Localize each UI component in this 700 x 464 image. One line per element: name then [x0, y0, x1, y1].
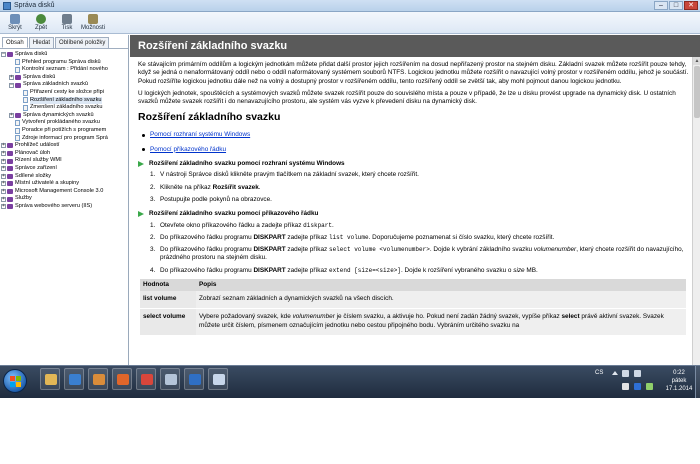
- parameter-name: list volume: [140, 291, 196, 309]
- parameter-description: [196, 309, 686, 335]
- tree-item-label: Rozšíření základního svazku: [30, 96, 102, 103]
- step-command-name: Rozšířit svazek: [212, 183, 259, 191]
- book-icon: [7, 52, 13, 57]
- hide-button[interactable]: [2, 12, 28, 34]
- tab-favorites[interactable]: Oblíbené položky: [55, 37, 109, 48]
- back-button[interactable]: [28, 12, 54, 34]
- tree-item[interactable]: [1, 173, 127, 181]
- step-text: [160, 184, 261, 192]
- expand-icon[interactable]: +: [2, 150, 5, 157]
- bullet-icon: [142, 134, 145, 137]
- table-row: [140, 291, 686, 309]
- procedure-step: [150, 234, 692, 242]
- procedure-step: [150, 171, 692, 179]
- procedure-steps-windows: [138, 171, 692, 204]
- empty-area: [0, 398, 700, 464]
- step-text-part: .: [331, 221, 334, 229]
- print-button[interactable]: [54, 12, 80, 34]
- network-icon[interactable]: [622, 370, 629, 377]
- window-title: Správa disků: [14, 2, 55, 9]
- bullet-icon: [142, 148, 145, 151]
- taskbar-app-button[interactable]: [208, 368, 228, 390]
- maximize-button[interactable]: □: [669, 1, 683, 10]
- table-row: [140, 309, 686, 335]
- tree-item-label: Sdílené složky: [15, 172, 52, 179]
- step-program-name: DISKPART: [253, 246, 286, 254]
- topic-content: [130, 35, 700, 365]
- page-icon: [15, 128, 20, 134]
- procedure-step: [150, 222, 692, 230]
- procedure-heading-command-line[interactable]: [138, 210, 692, 218]
- tree-item-label: Správa základních svazků: [23, 81, 88, 88]
- page-icon: [23, 90, 28, 96]
- expand-icon[interactable]: +: [2, 157, 5, 164]
- show-hidden-icons-icon[interactable]: [612, 371, 618, 375]
- photo-icon: [93, 374, 105, 385]
- start-button[interactable]: [3, 369, 27, 393]
- tree-item[interactable]: [1, 203, 127, 211]
- tree-spacer: [9, 128, 14, 133]
- step-text-part: Do příkazového řádku programu: [160, 246, 254, 254]
- volume-icon[interactable]: [634, 370, 641, 377]
- step-text-part: Klikněte na příkaz: [160, 183, 213, 191]
- back-button-label: Zpět: [34, 25, 47, 31]
- tree-item[interactable]: [1, 157, 127, 165]
- description-part: je číslem svazku, a aktivuje ho. Pokud není zadán žádný svazek, vypíše příkaz: [334, 313, 562, 321]
- expand-triangle-icon: [138, 161, 144, 167]
- tree-item[interactable]: [1, 104, 127, 112]
- step-code: select volume <volumenumber>: [328, 246, 430, 254]
- options-button[interactable]: [80, 12, 106, 34]
- tree-spacer: [17, 90, 22, 95]
- link-item: [138, 131, 692, 139]
- tree-item[interactable]: [1, 66, 127, 74]
- contents-tree: [0, 48, 128, 212]
- help-window-icon: [3, 2, 11, 10]
- tree-item-label: Microsoft Management Console 3.0: [15, 187, 104, 194]
- book-icon: [15, 75, 21, 80]
- hide-icon: [10, 14, 20, 24]
- tree-item-label: Poradce při potížích s programem: [22, 126, 107, 133]
- step-text: [160, 267, 538, 275]
- intro-paragraph-2: U logických jednotek, spouštěcích a systémových svazků můžete svazek rozšířit pouze do souvislého místa a pouze v případě, že lze u disku provést upgrade na dynamický disk. U ostatních svazků můžete svazek rozšířit i do nenavazujícího prostoru, ale systém vás vyzve k převedení disku na dynamický disk.: [138, 89, 676, 106]
- tree-item-label: Přehled programu Správa disků: [22, 58, 101, 65]
- intro-paragraph: Ke stávajícím primárním oddílům a logickým jednotkám můžete přidat další prostor jejich rozšířením na dosud nepřiřazený prostor na stejném disku. Základní svazek můžete rozšířit pouze tehdy, když se jedná o nenaformátovaný oddíl nebo o oddíl naformátovaný systémem souborů NTFS. Logickou jednotku můžete rozšířit o navazující volný prostor v rozšířeném oddílu, jehož je součástí. Pokud rozšíříte logickou jednotku dále než na volný a dostupný prostor v rozšířeném oddílu, tento rozšířený oddíl se zvětší tak, aby mohl pojmout danou logickou jednotku.: [138, 61, 689, 85]
- folder-icon: [45, 374, 57, 385]
- taskbar-app-button[interactable]: [184, 368, 204, 390]
- tree-item-label: Prohlížeč událostí: [15, 142, 60, 149]
- step-text-part: . Dojde k vybrání základního svazku: [429, 246, 534, 254]
- print-icon: [62, 14, 72, 24]
- tree-item[interactable]: [1, 195, 127, 203]
- column-header-value: Hodnota: [140, 279, 196, 291]
- tree-item-label: Přiřazení cesty ke složce připi: [30, 88, 104, 95]
- help-toolbar: [0, 12, 700, 34]
- book-icon: [7, 166, 13, 171]
- step-text-part: . Doporučujeme poznamenat si číslo svazku, který chcete rozšířit.: [368, 233, 555, 241]
- options-button-label: Možnosti: [80, 25, 105, 31]
- tree-spacer: [9, 136, 14, 141]
- step-code: extend [size=<size>]: [328, 266, 401, 274]
- link-command-line[interactable]: Pomocí příkazového řádku: [150, 145, 227, 153]
- tree-item[interactable]: [1, 127, 127, 135]
- description-part: Vybere požadovaný svazek, kde: [199, 313, 293, 321]
- tree-item[interactable]: [1, 74, 127, 82]
- step-text-part: Do příkazového řádku programu: [160, 233, 254, 241]
- step-number: 3.: [150, 246, 156, 254]
- topic-body: [130, 57, 700, 336]
- expand-icon[interactable]: +: [2, 187, 5, 194]
- flag-notification-icon[interactable]: [622, 383, 629, 390]
- step-text-part: zadejte příkaz: [285, 233, 329, 241]
- expand-triangle-icon: [138, 211, 144, 217]
- battery-icon[interactable]: [646, 383, 653, 390]
- window-controls: [654, 1, 698, 10]
- tree-item-label: Vytvoření prokládaného svazku: [22, 119, 100, 126]
- tree-item-label: Správa disků: [15, 51, 48, 57]
- expand-icon[interactable]: +: [10, 112, 13, 119]
- step-text-part: zadejte příkaz: [285, 266, 329, 274]
- navigation-tabs: [0, 37, 128, 48]
- book-icon: [15, 83, 21, 88]
- expand-icon[interactable]: +: [10, 74, 13, 81]
- clock-time: 0:22: [673, 370, 685, 376]
- step-text: [160, 222, 334, 230]
- navigation-pane: [0, 35, 129, 365]
- step-text-part: . Dojde k rozšíření vybraného svazku o: [401, 266, 514, 274]
- topic-header: Rozšíření základního svazku: [130, 35, 700, 57]
- procedure-step: [150, 196, 692, 204]
- scrollbar-thumb[interactable]: [694, 66, 700, 118]
- tree-item-label: Zmenšení základního svazku: [30, 104, 103, 111]
- bluetooth-icon[interactable]: [634, 383, 641, 390]
- tree-item[interactable]: [1, 51, 127, 59]
- taskbar-app-button[interactable]: [160, 368, 180, 390]
- description-part: právě aktivní svazek. Svazek můžete určit číslem, písmenem označujícím jednotku nebo cestou připojného bodu. Vybráním určitého svazku na: [199, 313, 664, 329]
- clock-day: pátek: [671, 378, 687, 384]
- tree-item[interactable]: [1, 97, 127, 105]
- tree-item[interactable]: [1, 150, 127, 158]
- parameter-description: Zobrazí seznam základních a dynamických svazků na všech discích.: [196, 291, 686, 309]
- parameter-name: select volume: [140, 309, 196, 335]
- tree-item-label: Služby: [15, 195, 32, 202]
- tree-spacer: [9, 67, 14, 72]
- tree-item-label: Kontrolní seznam : Přidání nového: [22, 66, 108, 73]
- expand-icon[interactable]: +: [2, 203, 5, 210]
- print-button-label: Tisk: [61, 25, 73, 31]
- step-parameter: size: [513, 266, 525, 274]
- tree-item[interactable]: [1, 135, 127, 143]
- book-icon: [15, 113, 21, 118]
- expand-icon[interactable]: +: [2, 142, 5, 149]
- step-text-part: MB.: [524, 266, 538, 274]
- tree-item[interactable]: [1, 81, 127, 89]
- tree-item-label: Správa disků: [23, 73, 56, 80]
- collapse-icon[interactable]: –: [10, 81, 13, 88]
- step-program-name: DISKPART: [253, 266, 286, 274]
- description-parameter: volumenumber: [292, 313, 335, 321]
- page-icon: [15, 67, 20, 73]
- tree-spacer: [9, 121, 14, 126]
- procedure-step: [150, 184, 692, 192]
- book-icon: [7, 159, 13, 164]
- column-header-description: Popis: [196, 279, 686, 291]
- tree-item[interactable]: [1, 142, 127, 150]
- chrome-icon: [141, 374, 153, 385]
- procedure-title: Rozšíření základního svazku pomocí rozhraní systému Windows: [149, 160, 345, 168]
- document-icon: [165, 374, 177, 385]
- expand-icon[interactable]: +: [2, 180, 5, 187]
- options-icon: [88, 14, 98, 24]
- book-icon: [7, 174, 13, 179]
- page-icon: [15, 135, 20, 141]
- step-number: 1.: [150, 171, 156, 179]
- step-text-part: V nástroji Správce disků klikněte pravým tlačítkem na základní svazek, který chcete rozšířit.: [160, 171, 419, 179]
- windows-taskbar: [0, 365, 700, 398]
- page-icon: [15, 59, 20, 65]
- tree-item[interactable]: [1, 188, 127, 196]
- procedure-title: Rozšíření základního svazku pomocí příkazového řádku: [149, 210, 319, 218]
- expand-icon[interactable]: +: [2, 172, 5, 179]
- step-program-name: DISKPART: [253, 233, 286, 241]
- step-text-part: zadejte příkaz: [285, 246, 329, 254]
- step-text: [160, 196, 272, 204]
- firefox-icon: [117, 374, 129, 385]
- scroll-up-icon[interactable]: ▲: [694, 58, 700, 64]
- procedure-heading-windows[interactable]: [138, 160, 692, 168]
- page-icon: [23, 105, 28, 111]
- taskbar-app-button[interactable]: [136, 368, 156, 390]
- tree-item-label: Plánovač úloh: [15, 149, 51, 156]
- step-text-part: Do příkazového řádku programu: [160, 266, 254, 274]
- step-text-part: Otevřete okno příkazového řádku a zadejte příkaz: [160, 221, 304, 229]
- tree-spacer: [17, 98, 22, 103]
- parameters-table: [140, 279, 686, 336]
- monitor-icon: [189, 374, 201, 385]
- step-number: 3.: [150, 195, 156, 203]
- book-icon: [7, 151, 13, 156]
- page-icon: [23, 97, 28, 103]
- step-text-part: , který chcete rozšířit do navazujícího, prázdného prostoru na stejném disku.: [160, 246, 684, 262]
- tree-item-label: Místní uživatelé a skupiny: [15, 180, 80, 187]
- help-icon: [213, 374, 225, 385]
- tree-item[interactable]: [1, 112, 127, 120]
- tab-search[interactable]: Hledat: [29, 37, 54, 48]
- tree-item-label: Správce zařízení: [15, 164, 57, 171]
- taskbar-app-button[interactable]: [40, 368, 60, 390]
- taskbar-app-button[interactable]: [88, 368, 108, 390]
- tree-item-label: Zdroje informací pro program Sprá: [22, 134, 108, 141]
- step-text: [160, 234, 554, 242]
- system-tray: [590, 366, 700, 399]
- book-icon: [7, 181, 13, 186]
- show-desktop-button[interactable]: [695, 366, 700, 399]
- procedure-step: [150, 246, 692, 263]
- language-indicator[interactable]: CS: [595, 370, 604, 376]
- tree-item-label: Správa webového serveru (IIS): [15, 202, 93, 209]
- section-heading: Rozšíření základního svazku: [138, 111, 281, 124]
- tree-item[interactable]: [1, 180, 127, 188]
- book-icon: [7, 197, 13, 202]
- procedure-steps-command-line: [138, 222, 692, 275]
- step-text: [160, 246, 692, 263]
- tree-item[interactable]: [1, 59, 127, 67]
- minimize-button[interactable]: –: [654, 1, 668, 10]
- book-icon: [7, 189, 13, 194]
- tree-spacer: [17, 105, 22, 110]
- step-text: [160, 171, 419, 179]
- tree-item-label: Správa dynamických svazků: [23, 111, 94, 118]
- tab-contents[interactable]: Obsah: [2, 37, 28, 48]
- clock-date: 17.1.2014: [665, 386, 693, 392]
- window-titlebar[interactable]: [0, 0, 700, 12]
- link-item: [138, 146, 692, 154]
- step-text-part: .: [258, 183, 261, 191]
- book-icon: [7, 143, 13, 148]
- expand-icon[interactable]: +: [2, 165, 5, 172]
- step-number: 4.: [150, 266, 156, 274]
- tree-item[interactable]: [1, 89, 127, 97]
- step-text-part: Postupujte podle pokynů na obrazovce.: [160, 195, 272, 203]
- windows-logo-icon: [10, 376, 21, 387]
- expand-icon[interactable]: +: [2, 195, 5, 202]
- hide-button-label: Skrýt: [8, 25, 22, 31]
- procedure-step: [150, 267, 692, 275]
- step-number: 1.: [150, 221, 156, 229]
- taskbar-app-button[interactable]: [112, 368, 132, 390]
- taskbar-app-button[interactable]: [64, 368, 84, 390]
- step-parameter: volumenumber: [533, 246, 577, 254]
- book-icon: [7, 204, 13, 209]
- tree-item[interactable]: [1, 119, 127, 127]
- content-scrollbar[interactable]: [692, 57, 700, 365]
- table-header-row: [140, 279, 686, 291]
- step-number: 2.: [150, 183, 156, 191]
- tree-item-label: Řízení služby WMI: [15, 157, 62, 164]
- link-windows-interface[interactable]: Pomocí rozhraní systému Windows: [150, 131, 251, 139]
- tree-spacer: [9, 60, 14, 65]
- close-button[interactable]: ✕: [684, 1, 698, 10]
- collapse-icon[interactable]: –: [2, 51, 5, 58]
- description-command: select: [561, 313, 580, 321]
- step-number: 2.: [150, 233, 156, 241]
- tree-item[interactable]: [1, 165, 127, 173]
- step-code: list volume: [328, 233, 369, 241]
- media-player-icon: [69, 374, 81, 385]
- back-arrow-icon: [36, 14, 46, 24]
- page-icon: [15, 120, 20, 126]
- clock[interactable]: [662, 369, 696, 393]
- step-code: diskpart: [303, 221, 332, 229]
